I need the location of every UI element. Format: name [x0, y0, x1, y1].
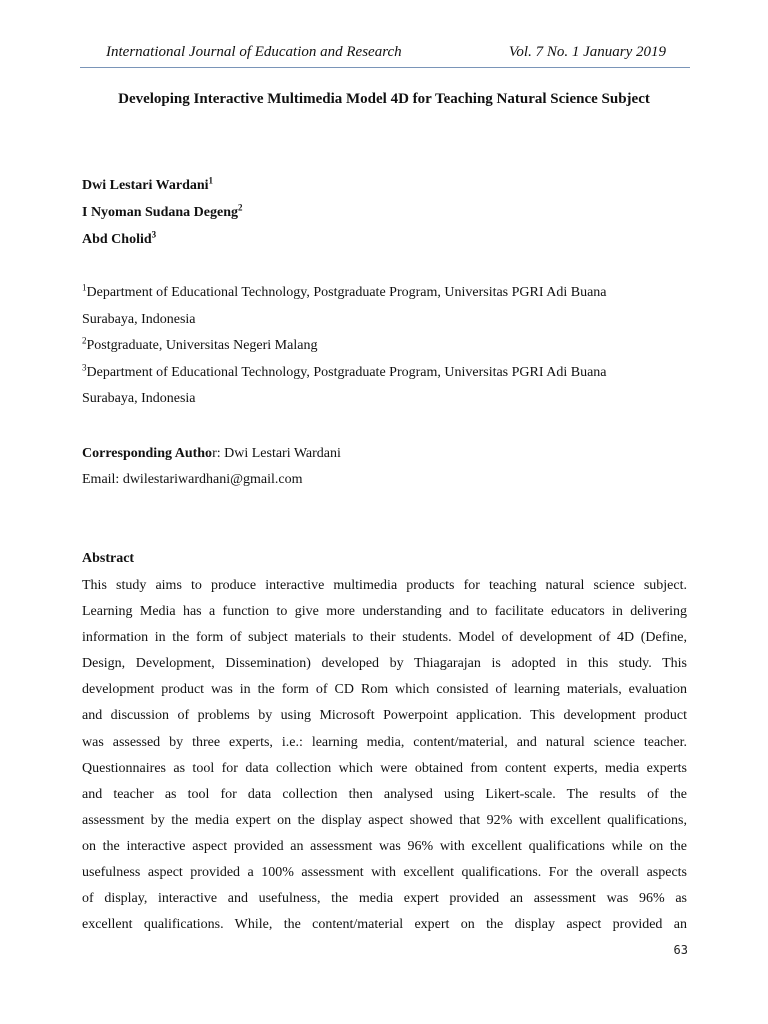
abstract-line: usefulness aspect provided a 100% assessment with excellent qualifications. For the overall aspects — [82, 865, 687, 881]
abstract-line: This study aims to produce interactive multimedia products for teaching natural science subject. — [82, 578, 687, 593]
page-number: 63 — [673, 943, 688, 957]
abstract-line: Questionnaires as tool for data collection which were obtained from content experts, media experts — [82, 760, 687, 776]
corresponding-author — [82, 444, 341, 496]
abstract-line: assessment by the media expert on the display aspect showed that 92% with excellent qualifications, — [82, 812, 687, 828]
author-name: I Nyoman Sudana Degeng — [82, 205, 238, 220]
affiliation-text: Department of Educational Technology, Postgraduate Program, Universitas PGRI Adi Buana — [86, 285, 607, 300]
affiliation-superscript: 1 — [82, 282, 87, 293]
affiliations — [82, 283, 688, 416]
affiliation-1-cont: Surabaya, Indonesia — [82, 311, 196, 327]
affiliation-3 — [82, 363, 688, 390]
abstract-line: excellent qualifications. While, the content/material expert on the display aspect provided an — [82, 917, 687, 933]
affiliation-3-cont: Surabaya, Indonesia — [82, 391, 196, 406]
abstract-line: Learning Media has a function to give more understanding and to facilitate educators in delivering — [82, 604, 687, 620]
abstract-line: and discussion of problems by using Microsoft Powerpoint application. This development product — [82, 708, 687, 724]
affiliation-2 — [82, 336, 688, 363]
volume-issue: Vol. 7 No. 1 January 2019 — [508, 44, 666, 60]
corresponding-author-line — [82, 444, 341, 470]
author-superscript: 1 — [208, 175, 214, 186]
author-superscript: 3 — [151, 229, 157, 240]
header-rule — [80, 67, 690, 68]
abstract-line: Design, Development, Dissemination) developed by Thiagarajan is adopted in this study. This — [82, 656, 687, 672]
abstract-line: development product was in the form of CD Rom which consisted of learning materials, evaluation — [82, 682, 687, 698]
author — [82, 203, 242, 230]
author-name: Abd Cholid — [82, 232, 152, 247]
affiliation-superscript: 2 — [82, 335, 87, 346]
affiliation-1 — [82, 283, 688, 310]
paper-title: Developing Interactive Multimedia Model 4D for Teaching Natural Science Subject — [118, 91, 650, 107]
abstract-line: of display, interactive and usefulness, the media expert provided an assessment was 96% as — [82, 891, 687, 907]
corresponding-email: Email: dwilestariwardhani@gmail.com — [82, 472, 303, 487]
corresponding-label: Corresponding Autho — [82, 446, 213, 461]
author-superscript: 2 — [237, 202, 243, 213]
running-header — [106, 44, 666, 61]
abstract-line: was assessed by three experts, i.e.: learning media, content/material, and natural science teacher. — [82, 734, 687, 750]
abstract-line: information in the form of subject materials to their students. Model of development of 4D (Define, — [82, 630, 687, 646]
affiliation-text: Department of Educational Technology, Postgraduate Program, Universitas PGRI Adi Buana — [86, 364, 607, 380]
abstract-heading: Abstract — [82, 551, 135, 566]
author — [82, 230, 242, 257]
abstract-line: on the interactive aspect provided an assessment was 96% with excellent qualifications while on the — [82, 838, 687, 854]
affiliation-text: Postgraduate, Universitas Negeri Malang — [86, 338, 318, 353]
abstract-body — [82, 576, 687, 941]
author — [82, 176, 242, 203]
author-list — [82, 176, 242, 257]
abstract-line: and teacher as tool for data collection then analysed using Likert-scale. The results of the — [82, 786, 687, 802]
corresponding-name: r: Dwi Lestari Wardani — [212, 446, 341, 461]
journal-name: International Journal of Education and Research — [106, 44, 402, 60]
author-name: Dwi Lestari Wardani — [82, 178, 209, 193]
affiliation-superscript: 3 — [82, 361, 87, 372]
